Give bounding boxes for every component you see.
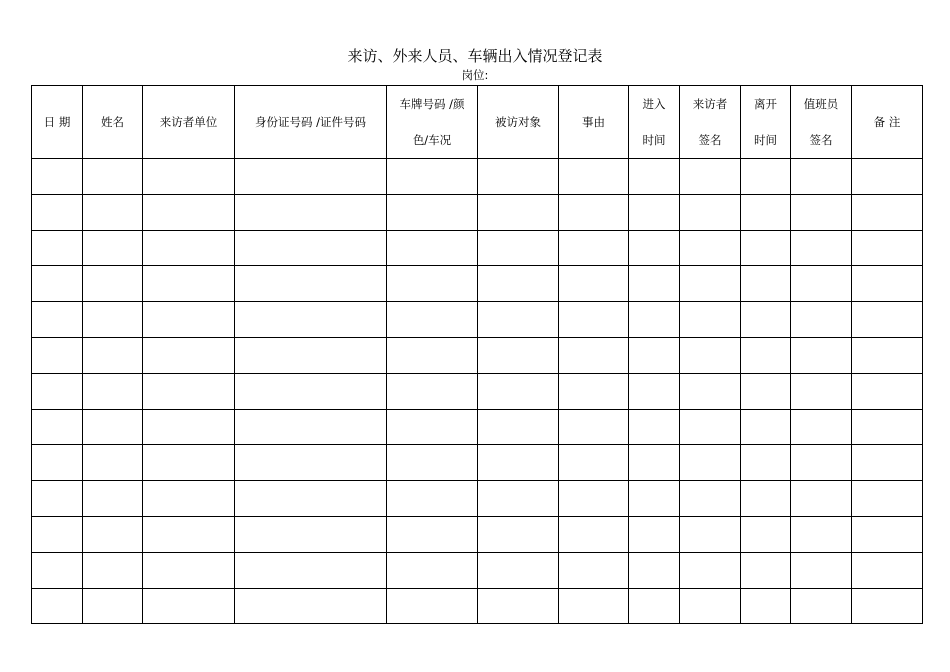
table-cell[interactable] — [559, 588, 629, 624]
table-cell[interactable] — [143, 409, 235, 445]
table-cell[interactable] — [478, 337, 559, 373]
table-cell[interactable] — [741, 302, 791, 338]
table-cell[interactable] — [478, 266, 559, 302]
table-cell[interactable] — [791, 302, 852, 338]
table-cell[interactable] — [741, 552, 791, 588]
table-row — [32, 552, 923, 588]
header-date: 日 期 — [32, 86, 83, 159]
table-cell[interactable] — [32, 194, 83, 230]
table-cell[interactable] — [143, 194, 235, 230]
table-cell[interactable] — [741, 445, 791, 481]
table-cell[interactable] — [387, 552, 478, 588]
table-cell[interactable] — [83, 194, 143, 230]
table-cell[interactable] — [791, 445, 852, 481]
table-cell[interactable] — [83, 588, 143, 624]
header-visitor-signature: 来访者 签名 — [680, 86, 741, 159]
table-cell[interactable] — [852, 552, 923, 588]
table-body — [32, 159, 923, 624]
table-row — [32, 302, 923, 338]
table-cell[interactable] — [32, 159, 83, 195]
table-cell[interactable] — [83, 337, 143, 373]
table-cell[interactable] — [143, 337, 235, 373]
table-cell[interactable] — [83, 409, 143, 445]
table-cell[interactable] — [559, 159, 629, 195]
table-cell[interactable] — [83, 481, 143, 517]
table-cell[interactable] — [741, 588, 791, 624]
table-row — [32, 230, 923, 266]
table-cell[interactable] — [143, 373, 235, 409]
table-cell[interactable] — [629, 194, 680, 230]
table-cell[interactable] — [791, 373, 852, 409]
table-cell[interactable] — [478, 194, 559, 230]
table-cell[interactable] — [32, 230, 83, 266]
header-row — [32, 86, 923, 159]
registration-table — [31, 85, 923, 624]
table-cell[interactable] — [629, 373, 680, 409]
table-cell[interactable] — [680, 552, 741, 588]
table-cell[interactable] — [629, 159, 680, 195]
table-cell[interactable] — [478, 302, 559, 338]
table-cell[interactable] — [32, 516, 83, 552]
table-cell[interactable] — [32, 337, 83, 373]
table-cell[interactable] — [852, 409, 923, 445]
table-cell[interactable] — [83, 552, 143, 588]
table-cell[interactable] — [478, 516, 559, 552]
table-cell[interactable] — [235, 159, 387, 195]
table-cell[interactable] — [83, 516, 143, 552]
table-cell[interactable] — [852, 159, 923, 195]
header-entry-time: 进入 时间 — [629, 86, 680, 159]
table-row — [32, 337, 923, 373]
table-cell[interactable] — [478, 230, 559, 266]
table-cell[interactable] — [387, 302, 478, 338]
header-guard-signature: 值班员 签名 — [791, 86, 852, 159]
table-cell[interactable] — [235, 552, 387, 588]
table-cell[interactable] — [83, 266, 143, 302]
table-cell[interactable] — [32, 481, 83, 517]
table-cell[interactable] — [629, 302, 680, 338]
table-cell[interactable] — [680, 481, 741, 517]
header-plate-color-condition: 车牌号码 /颜 色/车况 — [387, 86, 478, 159]
table-cell[interactable] — [235, 373, 387, 409]
header-leave-time: 离开 时间 — [741, 86, 791, 159]
table-cell[interactable] — [235, 516, 387, 552]
table-cell[interactable] — [741, 230, 791, 266]
table-cell[interactable] — [143, 481, 235, 517]
table-cell[interactable] — [387, 194, 478, 230]
table-cell[interactable] — [478, 373, 559, 409]
table-cell[interactable] — [852, 266, 923, 302]
table-cell[interactable] — [83, 373, 143, 409]
header-remarks: 备 注 — [852, 86, 923, 159]
table-cell[interactable] — [680, 373, 741, 409]
table-cell[interactable] — [741, 159, 791, 195]
table-cell[interactable] — [852, 445, 923, 481]
table-cell[interactable] — [387, 445, 478, 481]
table-cell[interactable] — [741, 337, 791, 373]
table-cell[interactable] — [235, 266, 387, 302]
table-cell[interactable] — [235, 481, 387, 517]
header-id-number: 身份证号码 /证件号码 — [235, 86, 387, 159]
table-cell[interactable] — [791, 552, 852, 588]
table-cell[interactable] — [559, 552, 629, 588]
table-cell[interactable] — [32, 302, 83, 338]
table-cell[interactable] — [791, 409, 852, 445]
table-cell[interactable] — [478, 159, 559, 195]
table-cell[interactable] — [387, 409, 478, 445]
table-cell[interactable] — [143, 516, 235, 552]
table-cell[interactable] — [741, 481, 791, 517]
table-cell[interactable] — [852, 337, 923, 373]
table-cell[interactable] — [83, 445, 143, 481]
table-cell[interactable] — [629, 481, 680, 517]
table-cell[interactable] — [791, 266, 852, 302]
table-cell[interactable] — [559, 337, 629, 373]
table-cell[interactable] — [559, 516, 629, 552]
table-cell[interactable] — [852, 588, 923, 624]
table-cell[interactable] — [235, 194, 387, 230]
table-cell[interactable] — [143, 445, 235, 481]
table-cell[interactable] — [387, 159, 478, 195]
table-cell[interactable] — [629, 588, 680, 624]
table-cell[interactable] — [680, 409, 741, 445]
table-cell[interactable] — [629, 552, 680, 588]
table-cell[interactable] — [559, 230, 629, 266]
table-cell[interactable] — [791, 481, 852, 517]
table-cell[interactable] — [680, 159, 741, 195]
table-cell[interactable] — [629, 516, 680, 552]
table-row — [32, 409, 923, 445]
table-cell[interactable] — [143, 552, 235, 588]
table-cell[interactable] — [387, 588, 478, 624]
table-cell[interactable] — [559, 409, 629, 445]
table-cell[interactable] — [32, 266, 83, 302]
table-row — [32, 159, 923, 195]
table-cell[interactable] — [791, 194, 852, 230]
table-cell[interactable] — [559, 194, 629, 230]
table-cell[interactable] — [387, 516, 478, 552]
table-cell[interactable] — [559, 302, 629, 338]
table-cell[interactable] — [629, 445, 680, 481]
table-cell[interactable] — [791, 337, 852, 373]
table-cell[interactable] — [741, 194, 791, 230]
header-name: 姓名 — [83, 86, 143, 159]
table-cell[interactable] — [478, 588, 559, 624]
table-cell[interactable] — [680, 337, 741, 373]
table-cell[interactable] — [852, 516, 923, 552]
table-row — [32, 588, 923, 624]
table-cell[interactable] — [235, 588, 387, 624]
table-cell[interactable] — [143, 302, 235, 338]
table-cell[interactable] — [559, 266, 629, 302]
table-cell[interactable] — [680, 230, 741, 266]
table-cell[interactable] — [559, 373, 629, 409]
table-cell[interactable] — [680, 266, 741, 302]
table-cell[interactable] — [143, 230, 235, 266]
table-cell[interactable] — [478, 552, 559, 588]
table-row — [32, 445, 923, 481]
table-cell[interactable] — [680, 588, 741, 624]
table-cell[interactable] — [32, 373, 83, 409]
table-cell[interactable] — [235, 409, 387, 445]
table-cell[interactable] — [852, 230, 923, 266]
table-cell[interactable] — [852, 302, 923, 338]
header-reason: 事由 — [559, 86, 629, 159]
table-row — [32, 516, 923, 552]
table-cell[interactable] — [680, 194, 741, 230]
table-cell[interactable] — [791, 516, 852, 552]
table-cell[interactable] — [559, 445, 629, 481]
table-cell[interactable] — [741, 266, 791, 302]
table-row — [32, 266, 923, 302]
table-row — [32, 194, 923, 230]
table-cell[interactable] — [235, 302, 387, 338]
table-cell[interactable] — [83, 302, 143, 338]
form-title: 来访、外来人员、车辆出入情况登记表 — [347, 47, 603, 65]
table-cell[interactable] — [32, 552, 83, 588]
table-cell[interactable] — [741, 373, 791, 409]
table-cell[interactable] — [629, 337, 680, 373]
table-cell[interactable] — [143, 266, 235, 302]
table-cell[interactable] — [83, 159, 143, 195]
table-cell[interactable] — [478, 481, 559, 517]
table-cell[interactable] — [629, 409, 680, 445]
table-cell[interactable] — [559, 481, 629, 517]
table-cell[interactable] — [741, 409, 791, 445]
table-cell[interactable] — [32, 445, 83, 481]
table-cell[interactable] — [235, 337, 387, 373]
table-cell[interactable] — [478, 445, 559, 481]
table-cell[interactable] — [387, 266, 478, 302]
table-cell[interactable] — [235, 230, 387, 266]
table-cell[interactable] — [387, 373, 478, 409]
table-cell[interactable] — [478, 409, 559, 445]
table-row — [32, 481, 923, 517]
table-row — [32, 373, 923, 409]
table-cell[interactable] — [629, 266, 680, 302]
table-cell[interactable] — [852, 194, 923, 230]
header-visited-person: 被访对象 — [478, 86, 559, 159]
table-cell[interactable] — [83, 230, 143, 266]
table-cell[interactable] — [791, 159, 852, 195]
table-cell[interactable] — [32, 588, 83, 624]
table-cell[interactable] — [852, 481, 923, 517]
post-label: 岗位: — [461, 68, 489, 82]
table-cell[interactable] — [680, 445, 741, 481]
table-cell[interactable] — [680, 302, 741, 338]
table-cell[interactable] — [680, 516, 741, 552]
header-visitor-unit: 来访者单位 — [143, 86, 235, 159]
table-cell[interactable] — [741, 516, 791, 552]
table-cell[interactable] — [143, 159, 235, 195]
table-cell[interactable] — [387, 481, 478, 517]
table-cell[interactable] — [235, 445, 387, 481]
table-cell[interactable] — [629, 230, 680, 266]
table-cell[interactable] — [387, 337, 478, 373]
table-cell[interactable] — [143, 588, 235, 624]
table-cell[interactable] — [791, 588, 852, 624]
table-cell[interactable] — [852, 373, 923, 409]
table-cell[interactable] — [387, 230, 478, 266]
table-cell[interactable] — [32, 409, 83, 445]
table-cell[interactable] — [791, 230, 852, 266]
